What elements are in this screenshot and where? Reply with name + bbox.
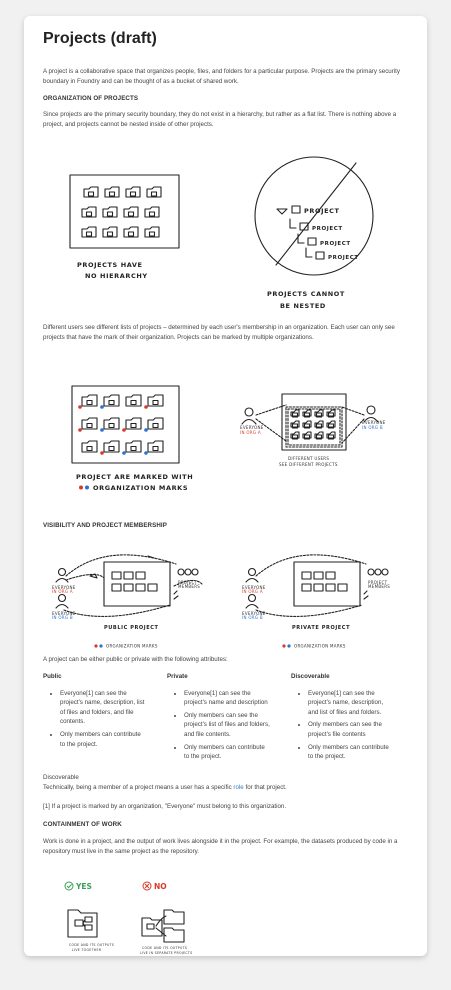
organization-mark-icon	[144, 405, 148, 409]
caption-users-1: DIFFERENT USERS	[288, 456, 330, 461]
organization-mark-icon	[100, 405, 104, 409]
org-b-dot-icon	[85, 486, 89, 490]
yes-caption-1: CODE AND ITS OUTPUTS	[69, 943, 115, 947]
lock-icon	[131, 192, 136, 196]
discoverable-note-text: Technically, being a member of a project means a user has a specific	[43, 784, 234, 791]
caption-cannot-nest-1: PROJECTS CANNOT	[267, 290, 345, 298]
public-group-a-2: IN ORG A	[52, 589, 73, 594]
containment-sketch	[24, 874, 427, 954]
organization-mark-icon	[78, 405, 82, 409]
lock-icon	[153, 401, 158, 405]
attributes-intro: A project can be either public or private with the following attributes:	[43, 656, 228, 663]
private-group-a-2: IN ORG A	[242, 589, 263, 594]
public-members-2: MEMBERS	[178, 584, 201, 589]
lock-icon	[108, 232, 113, 236]
users-see-projects-diagram	[282, 394, 346, 450]
page-title: Projects (draft)	[43, 30, 157, 47]
lock-icon	[129, 212, 134, 216]
organization-marks-sketch	[24, 371, 427, 511]
yes-diagram	[65, 882, 114, 952]
intro-paragraph: A project is a collaborative space that organizes people, files, and folders for a particular purpose. Projects are the primary security boundary in Foundry and can be thought of as a bucket of shared work.	[43, 68, 400, 85]
tree-item-2: PROJECT	[312, 226, 343, 232]
org-a-dot-icon	[94, 644, 97, 647]
lock-icon	[109, 424, 114, 428]
public-attribute-2: • Only members can contribute to the project.	[60, 730, 147, 749]
lock-icon	[87, 447, 92, 451]
yes-label: YES	[76, 882, 92, 891]
lock-icon	[131, 424, 136, 428]
organization-mark-icon	[78, 428, 82, 432]
org-b-dot-icon	[99, 644, 102, 647]
nested-projects-crossed	[255, 157, 373, 275]
private-project-caption: PRIVATE PROJECT	[292, 625, 351, 631]
private-attribute-1: • Everyone[1] can see the project's name and description	[184, 689, 271, 708]
caption-users-2: SEE DIFFERENT PROJECTS	[279, 462, 338, 467]
organization-mark-icon	[122, 428, 126, 432]
tree-item-4: PROJECT	[328, 255, 359, 261]
user-a-label-1: EVERYONE	[240, 425, 264, 430]
containment-paragraph: Work is done in a project, and the output of work lives alongside it in the project. For example, the datasets produced by code in a repository must live in the same project as the repository.	[43, 838, 398, 855]
lock-icon	[87, 212, 92, 216]
section-heading-visibility: VISIBILITY AND PROJECT MEMBERSHIP	[43, 522, 167, 529]
caption-marked-2: ORGANIZATION MARKS	[93, 484, 189, 492]
private-group-b-2: IN ORG B	[242, 615, 263, 620]
discoverable-note	[43, 783, 405, 793]
tree-item-3: PROJECT	[320, 241, 351, 247]
user-b-label-1: EVERYONE	[362, 420, 386, 425]
public-members-1: PROJECT	[178, 580, 198, 585]
public-attribute-1: • Everyone[1] can see the project's name, description, list of files and folders, and file contents.	[60, 689, 147, 727]
discoverable-column-title: Discoverable	[291, 673, 330, 680]
lock-icon	[131, 447, 136, 451]
lock-icon	[89, 192, 94, 196]
discoverable-note-end: for that project.	[243, 784, 287, 791]
user-a-label-2: IN ORG A	[240, 430, 261, 435]
organization-mark-icon	[122, 451, 126, 455]
discoverable-column	[291, 672, 395, 765]
private-group-b-1: EVERYONE	[242, 611, 266, 616]
section-heading-containment: CONTAINMENT OF WORK	[43, 821, 122, 828]
private-group-a-1: EVERYONE	[242, 585, 266, 590]
lock-icon	[87, 401, 92, 405]
organization-mark-icon	[100, 428, 104, 432]
lock-icon	[150, 212, 155, 216]
organization-paragraph: Since projects are the primary security boundary, they do not exist in a hierarchy, but rather as a flat list. There is nothing above a project, and projects cannot be nested inside of other projects.	[43, 111, 397, 128]
private-members-1: PROJECT	[368, 580, 388, 585]
lock-icon	[131, 401, 136, 405]
no-caption-1: CODE AND ITS OUTPUTS	[142, 946, 188, 950]
private-attribute-3: • Only members can contribute to the project.	[184, 743, 271, 762]
public-project-caption: PUBLIC PROJECT	[104, 625, 159, 631]
public-group-a-1: EVERYONE	[52, 585, 76, 590]
marked-project-grid	[72, 386, 179, 463]
discoverable-attribute-3: • Only members can contribute to the project.	[308, 743, 395, 762]
public-column	[43, 672, 147, 752]
private-column	[167, 672, 271, 765]
public-column-title: Public	[43, 673, 62, 680]
lock-icon	[109, 447, 114, 451]
organization-mark-icon	[100, 451, 104, 455]
org-a-dot-icon	[79, 486, 83, 490]
lock-icon	[87, 232, 92, 236]
organization-mark-icon	[144, 451, 148, 455]
discoverable-subtitle: Discoverable	[43, 774, 79, 781]
flat-project-grid	[70, 175, 179, 248]
private-column-title: Private	[167, 673, 188, 680]
marks-caption-public: ORGANIZATION MARKS	[106, 643, 158, 649]
footnote: [1] If a project is marked by an organization, "Everyone" must belong to this organization.	[43, 803, 287, 810]
no-caption-2: LIVE IN SEPARATE PROJECTS	[140, 951, 193, 955]
marks-caption-private: ORGANIZATION MARKS	[294, 643, 346, 649]
lock-icon	[153, 424, 158, 428]
org-a-dot-icon	[282, 644, 285, 647]
yes-caption-2: LIVE TOGETHER	[72, 948, 102, 952]
check-circle-icon	[65, 882, 73, 890]
role-link[interactable]: role	[233, 784, 244, 791]
lock-icon	[153, 447, 158, 451]
caption-marked-1: PROJECT ARE MARKED WITH	[76, 473, 194, 481]
document-card	[24, 16, 427, 956]
public-group-b-2: IN ORG B	[52, 615, 73, 620]
lock-icon	[87, 424, 92, 428]
lock-icon	[129, 232, 134, 236]
lock-icon	[150, 232, 155, 236]
user-b-label-2: IN ORG B	[362, 425, 383, 430]
private-members-2: MEMBERS	[368, 584, 391, 589]
discoverable-attribute-1: • Everyone[1] can see the project's name, description, and list of files and folders.	[308, 689, 395, 718]
no-hierarchy-sketch	[24, 156, 427, 326]
lock-icon	[109, 401, 114, 405]
caption-no-hierarchy-2: NO HIERARCHY	[85, 272, 148, 280]
discoverable-attribute-2: • Only members can see the project's file contents	[308, 720, 395, 739]
users-paragraph: Different users see different lists of projects – determined by each user's membership in an organization. Each user can only see projects that have the mark of their organization. Projects can be marked by multiple organizations.	[43, 324, 395, 341]
visibility-sketch	[24, 546, 427, 649]
org-b-dot-icon	[287, 644, 290, 647]
no-label: NO	[154, 882, 167, 891]
organization-mark-icon	[144, 428, 148, 432]
private-attribute-2: • Only members can see the project's list of files and folders, and file contents.	[184, 711, 271, 740]
section-heading-organization: ORGANIZATION OF PROJECTS	[43, 95, 139, 102]
caption-cannot-nest-2: BE NESTED	[280, 302, 326, 310]
no-diagram	[140, 882, 192, 955]
private-project-diagram	[246, 555, 391, 617]
tree-item-1: PROJECT	[304, 207, 340, 215]
user-a-icon	[242, 408, 256, 424]
lock-icon	[110, 192, 115, 196]
lock-icon	[108, 212, 113, 216]
lock-icon	[152, 192, 157, 196]
caption-no-hierarchy-1: PROJECTS HAVE	[77, 261, 143, 269]
public-group-b-1: EVERYONE	[52, 611, 76, 616]
